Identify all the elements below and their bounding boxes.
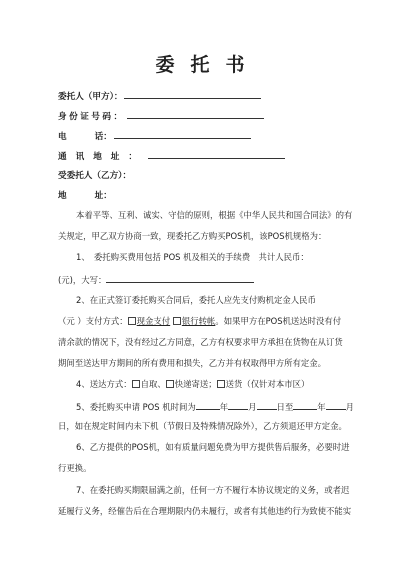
phone-label-2: 话：	[94, 132, 112, 142]
end-month-unit: 月	[345, 402, 354, 412]
self-pickup-checkbox[interactable]	[132, 380, 140, 388]
end-month-blank[interactable]	[326, 401, 346, 410]
item2-line-2	[58, 317, 350, 326]
amount-in-words-blank[interactable]	[106, 274, 254, 283]
item2-line-4: 期间至送达甲方期间的所有费用和损失，乙方并有权取得甲方所有定金。	[58, 358, 326, 368]
item7-line-2: 延履行义务，经催告后在合理期限内仍未履行，或者有其他违约行为致使不能实	[58, 506, 352, 516]
id-number-label: 身份证号码：	[58, 112, 125, 122]
item2-line-3: 清余款的情况下，没有经过乙方同意，乙方有权要求甲方承担在货物在从订货	[58, 337, 343, 347]
start-year-blank[interactable]	[196, 401, 220, 410]
phone-blank[interactable]	[114, 129, 251, 139]
intro-line-2: 关规定，甲乙双方协商一致，现委托乙方购买POS机，该POS机规格为：	[58, 231, 327, 241]
end-year-unit: 年	[317, 402, 326, 412]
start-day-unit: 日至	[276, 402, 294, 412]
address-blank[interactable]	[148, 149, 285, 159]
end-year-blank[interactable]	[293, 401, 317, 410]
item4-label: 4、送达方式：	[76, 379, 132, 389]
address-label-1: 通讯	[58, 152, 94, 162]
party-a-field	[58, 89, 261, 102]
delivery-checkbox[interactable]	[217, 380, 225, 388]
item5-line-1	[76, 401, 368, 412]
start-month-unit: 月	[248, 402, 257, 412]
item6-line-2: 行更换。	[58, 463, 92, 473]
delivery-option: 送货（仅针对本市区）	[225, 379, 310, 389]
bank-checkbox[interactable]	[173, 317, 181, 325]
party-a-blank[interactable]	[124, 89, 261, 99]
phone-field	[58, 129, 251, 142]
item5-line-2: 日，如在规定时间内未下机（节假日及特殊情况除外），乙方须退还甲方定金。	[58, 421, 347, 431]
self-pickup-option: 自取、	[140, 379, 166, 389]
item5-label: 5、委托购买申请 POS 机时间为	[76, 402, 196, 412]
id-number-field	[58, 109, 264, 122]
party-b-field	[58, 169, 131, 181]
bank-option: 银行转帐	[181, 316, 216, 326]
item6-line-1: 6、乙方提供的POS机，如有质量问题免费为甲方提供售后服务，必要时进	[76, 442, 350, 452]
address-field	[58, 149, 285, 162]
id-number-blank[interactable]	[127, 109, 264, 119]
item7-line-1: 7、在委托购买期限届满之前，任何一方不履行本协议规定的义务，或者迟	[76, 485, 350, 495]
address-label-2: 地址：	[93, 152, 146, 162]
item4-line	[76, 380, 368, 389]
party-b-address-label-2: 址：	[94, 191, 112, 201]
item2-line-1: 2、在正式签订委托购买合同后，委托人应先支付购机定金人民币	[76, 295, 316, 305]
phone-label-1: 电	[58, 132, 95, 142]
party-b-address-field	[58, 189, 112, 201]
item1-line-2	[58, 274, 350, 285]
express-option: 快递寄送；	[174, 379, 217, 389]
item1-line-1: 1、 委托购买费用包括 POS 机及相关的手续费 共计人民币：	[76, 252, 309, 262]
cash-checkbox[interactable]	[128, 317, 136, 325]
document-title: 委托书	[155, 54, 261, 76]
party-a-label: 委托人（甲方）：	[58, 92, 123, 102]
express-checkbox[interactable]	[166, 380, 174, 388]
start-year-unit: 年	[219, 402, 229, 412]
start-day-blank[interactable]	[257, 401, 277, 410]
party-b-label: 受委托人（乙方）：	[58, 171, 132, 181]
item2-line-2-rest: 。如果甲方在POS机送达时没有付	[215, 316, 342, 326]
start-month-blank[interactable]	[228, 401, 248, 410]
cash-option: 现金支付	[136, 316, 171, 326]
party-b-address-label-1: 地	[58, 191, 95, 201]
intro-line-1: 本着平等、互利、诚实、守信的原则，根据《中华人民共和国合同法》的有	[76, 210, 353, 220]
item1-amount-label: (元)，大写：	[58, 275, 107, 285]
item2-payment-label: （元 ）支付方式：	[58, 316, 128, 326]
